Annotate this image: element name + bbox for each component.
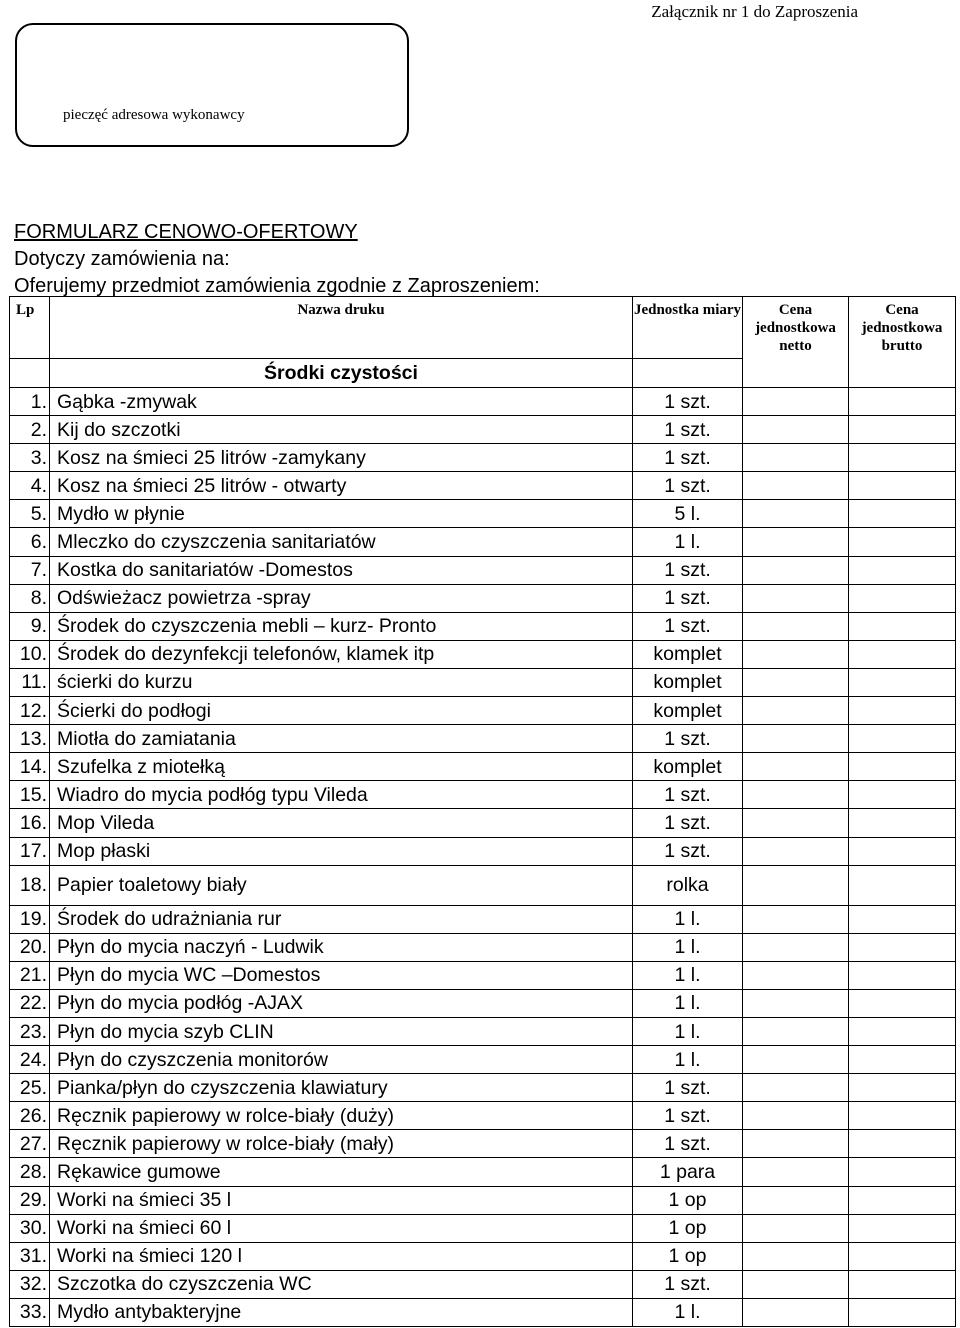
table-row <box>10 388 956 416</box>
item-name: Szufelka z miotełką <box>50 753 633 781</box>
item-unit: 1 para <box>633 1158 743 1186</box>
item-name: Ręcznik papierowy w rolce-biały (mały) <box>50 1130 633 1158</box>
row-number: 30. <box>10 1214 50 1242</box>
item-unit: 5 l. <box>633 500 743 528</box>
gross-price-cell[interactable] <box>849 584 956 612</box>
header-unit: Jednostka miary <box>633 297 743 359</box>
row-number: 11. <box>10 668 50 696</box>
item-name: Worki na śmieci 120 l <box>50 1242 633 1270</box>
item-name: Miotła do zamiatania <box>50 725 633 753</box>
section-title: Środki czystości <box>50 359 633 388</box>
item-unit: 1 szt. <box>633 584 743 612</box>
row-number: 20. <box>10 933 50 961</box>
item-name: Środek do czyszczenia mebli – kurz- Pronto <box>50 612 633 640</box>
gross-price-cell[interactable] <box>849 668 956 696</box>
net-price-cell[interactable] <box>743 1242 849 1270</box>
item-unit: 1 l. <box>633 905 743 933</box>
item-name: Kostka do sanitariatów -Domestos <box>50 556 633 584</box>
item-unit: 1 szt. <box>633 612 743 640</box>
row-number: 13. <box>10 725 50 753</box>
row-number: 14. <box>10 753 50 781</box>
gross-price-cell[interactable] <box>849 989 956 1017</box>
net-price-cell[interactable] <box>743 1130 849 1158</box>
row-number: 7. <box>10 556 50 584</box>
item-name: Worki na śmieci 60 l <box>50 1214 633 1242</box>
gross-price-cell[interactable] <box>849 640 956 668</box>
item-unit: 1 l. <box>633 528 743 556</box>
table-header-row <box>10 297 956 359</box>
table-row <box>10 1130 956 1158</box>
net-price-cell[interactable] <box>743 989 849 1017</box>
net-price-cell[interactable] <box>743 781 849 809</box>
gross-price-cell[interactable] <box>849 961 956 989</box>
table-row <box>10 725 956 753</box>
net-price-cell[interactable] <box>743 668 849 696</box>
row-number: 5. <box>10 500 50 528</box>
table-row <box>10 753 956 781</box>
header-name: Nazwa druku <box>50 297 633 359</box>
item-unit: 1 szt. <box>633 388 743 416</box>
item-name: Płyn do mycia naczyń - Ludwik <box>50 933 633 961</box>
item-unit: 1 szt. <box>633 809 743 837</box>
net-price-cell[interactable] <box>743 556 849 584</box>
net-price-cell[interactable] <box>743 753 849 781</box>
section-lp-cell <box>10 359 50 388</box>
table-row <box>10 1298 956 1326</box>
row-number: 1. <box>10 388 50 416</box>
row-number: 32. <box>10 1270 50 1298</box>
gross-price-cell[interactable] <box>849 809 956 837</box>
gross-price-cell[interactable] <box>849 1046 956 1074</box>
item-name: Wiadro do mycia podłóg typu Vileda <box>50 781 633 809</box>
table-row <box>10 1074 956 1102</box>
table-row <box>10 1214 956 1242</box>
gross-price-cell[interactable] <box>849 388 956 416</box>
row-number: 8. <box>10 584 50 612</box>
gross-price-cell[interactable] <box>849 697 956 725</box>
item-name: Papier toaletowy biały <box>50 865 633 905</box>
item-unit: 1 szt. <box>633 1074 743 1102</box>
table-row <box>10 781 956 809</box>
gross-price-cell[interactable] <box>849 1130 956 1158</box>
table-row <box>10 933 956 961</box>
table-row <box>10 961 956 989</box>
item-unit: 1 szt. <box>633 416 743 444</box>
row-number: 9. <box>10 612 50 640</box>
form-heading <box>14 219 540 300</box>
gross-price-cell[interactable] <box>849 612 956 640</box>
item-unit: 1 szt. <box>633 444 743 472</box>
row-number: 23. <box>10 1017 50 1045</box>
gross-price-cell[interactable] <box>849 1017 956 1045</box>
row-number: 16. <box>10 809 50 837</box>
item-name: Rękawice gumowe <box>50 1158 633 1186</box>
item-unit: 1 szt. <box>633 837 743 865</box>
item-name: Płyn do czyszczenia monitorów <box>50 1046 633 1074</box>
item-unit: 1 l. <box>633 989 743 1017</box>
contractor-stamp-box <box>15 23 409 147</box>
form-title: FORMULARZ CENOWO-OFERTOWY <box>14 221 358 243</box>
table-row <box>10 837 956 865</box>
item-name: Ręcznik papierowy w rolce-biały (duży) <box>50 1102 633 1130</box>
item-name: Płyn do mycia WC –Domestos <box>50 961 633 989</box>
attachment-label: Załącznik nr 1 do Zaproszenia <box>651 2 858 21</box>
gross-price-cell[interactable] <box>849 528 956 556</box>
table-row <box>10 500 956 528</box>
item-name: Pianka/płyn do czyszczenia klawiatury <box>50 1074 633 1102</box>
item-name: Szczotka do czyszczenia WC <box>50 1270 633 1298</box>
net-price-cell[interactable] <box>743 1158 849 1186</box>
gross-price-cell[interactable] <box>849 1214 956 1242</box>
item-name: Worki na śmieci 35 l <box>50 1186 633 1214</box>
table-row <box>10 1158 956 1186</box>
net-price-cell[interactable] <box>743 933 849 961</box>
row-number: 33. <box>10 1298 50 1326</box>
table-row <box>10 416 956 444</box>
table-row <box>10 809 956 837</box>
net-price-cell[interactable] <box>743 1298 849 1326</box>
net-price-cell[interactable] <box>743 528 849 556</box>
section-unit-cell <box>633 359 743 388</box>
net-price-cell[interactable] <box>743 1046 849 1074</box>
gross-price-cell[interactable] <box>849 1186 956 1214</box>
net-price-cell[interactable] <box>743 500 849 528</box>
net-price-cell[interactable] <box>743 961 849 989</box>
row-number: 25. <box>10 1074 50 1102</box>
row-number: 27. <box>10 1130 50 1158</box>
gross-price-cell[interactable] <box>849 500 956 528</box>
row-number: 19. <box>10 905 50 933</box>
header-lp: Lp <box>10 297 50 359</box>
table-row <box>10 989 956 1017</box>
gross-price-cell[interactable] <box>849 1270 956 1298</box>
item-name: Płyn do mycia szyb CLIN <box>50 1017 633 1045</box>
row-number: 12. <box>10 697 50 725</box>
net-price-cell[interactable] <box>743 809 849 837</box>
table-row <box>10 1046 956 1074</box>
net-price-cell[interactable] <box>743 640 849 668</box>
item-unit: 1 op <box>633 1214 743 1242</box>
item-unit: 1 op <box>633 1186 743 1214</box>
item-name: Mop płaski <box>50 837 633 865</box>
table-row <box>10 1242 956 1270</box>
item-unit: 1 l. <box>633 1298 743 1326</box>
table-row <box>10 1186 956 1214</box>
net-price-cell[interactable] <box>743 472 849 500</box>
item-unit: rolka <box>633 865 743 905</box>
net-price-cell[interactable] <box>743 1074 849 1102</box>
row-number: 3. <box>10 444 50 472</box>
item-unit: 1 szt. <box>633 1270 743 1298</box>
net-price-cell[interactable] <box>743 725 849 753</box>
item-unit: 1 szt. <box>633 1130 743 1158</box>
offer-statement: Oferujemy przedmiot zamówienia zgodnie z Zaproszeniem: <box>14 275 540 297</box>
row-number: 24. <box>10 1046 50 1074</box>
item-name: Środek do dezynfekcji telefonów, klamek itp <box>50 640 633 668</box>
net-price-cell[interactable] <box>743 444 849 472</box>
gross-price-cell[interactable] <box>849 933 956 961</box>
gross-price-cell[interactable] <box>849 781 956 809</box>
net-price-cell[interactable] <box>743 584 849 612</box>
item-name: Kij do szczotki <box>50 416 633 444</box>
item-unit: komplet <box>633 640 743 668</box>
item-name: Mleczko do czyszczenia sanitariatów <box>50 528 633 556</box>
table-row <box>10 1017 956 1045</box>
header-net-price: Cena jednostkowa netto <box>743 297 849 388</box>
stamp-label: pieczęć adresowa wykonawcy <box>63 107 245 123</box>
gross-price-cell[interactable] <box>849 1242 956 1270</box>
row-number: 21. <box>10 961 50 989</box>
net-price-cell[interactable] <box>743 612 849 640</box>
item-name: Środek do udrażniania rur <box>50 905 633 933</box>
item-name: ścierki do kurzu <box>50 668 633 696</box>
item-name: Odświeżacz powietrza -spray <box>50 584 633 612</box>
gross-price-cell[interactable] <box>849 1158 956 1186</box>
gross-price-cell[interactable] <box>849 444 956 472</box>
row-number: 6. <box>10 528 50 556</box>
item-name: Mydło w płynie <box>50 500 633 528</box>
net-price-cell[interactable] <box>743 837 849 865</box>
item-unit: 1 l. <box>633 933 743 961</box>
net-price-cell[interactable] <box>743 905 849 933</box>
item-unit: komplet <box>633 753 743 781</box>
table-row <box>10 640 956 668</box>
row-number: 2. <box>10 416 50 444</box>
table-row <box>10 472 956 500</box>
item-unit: 1 szt. <box>633 472 743 500</box>
net-price-cell[interactable] <box>743 416 849 444</box>
row-number: 22. <box>10 989 50 1017</box>
table-row <box>10 528 956 556</box>
item-name: Mop Vileda <box>50 809 633 837</box>
row-number: 29. <box>10 1186 50 1214</box>
gross-price-cell[interactable] <box>849 416 956 444</box>
gross-price-cell[interactable] <box>849 905 956 933</box>
row-number: 17. <box>10 837 50 865</box>
gross-price-cell[interactable] <box>849 1102 956 1130</box>
item-name: Kosz na śmieci 25 litrów -zamykany <box>50 444 633 472</box>
item-unit: 1 szt. <box>633 556 743 584</box>
row-number: 15. <box>10 781 50 809</box>
table-row <box>10 905 956 933</box>
item-unit: 1 szt. <box>633 1102 743 1130</box>
net-price-cell[interactable] <box>743 1270 849 1298</box>
net-price-cell[interactable] <box>743 697 849 725</box>
row-number: 28. <box>10 1158 50 1186</box>
item-unit: komplet <box>633 697 743 725</box>
row-number: 4. <box>10 472 50 500</box>
item-name: Gąbka -zmywak <box>50 388 633 416</box>
table-row <box>10 697 956 725</box>
net-price-cell[interactable] <box>743 1102 849 1130</box>
item-name: Ścierki do podłogi <box>50 697 633 725</box>
net-price-cell[interactable] <box>743 1186 849 1214</box>
gross-price-cell[interactable] <box>849 837 956 865</box>
item-unit: 1 op <box>633 1242 743 1270</box>
item-unit: 1 l. <box>633 1046 743 1074</box>
table-row <box>10 1102 956 1130</box>
gross-price-cell[interactable] <box>849 556 956 584</box>
item-unit: 1 szt. <box>633 781 743 809</box>
price-table <box>9 296 956 1327</box>
item-unit: 1 szt. <box>633 725 743 753</box>
net-price-cell[interactable] <box>743 865 849 905</box>
gross-price-cell[interactable] <box>849 753 956 781</box>
table-row <box>10 584 956 612</box>
order-subject-line: Dotyczy zamówienia na: <box>14 248 230 270</box>
gross-price-cell[interactable] <box>849 1074 956 1102</box>
item-unit: komplet <box>633 668 743 696</box>
net-price-cell[interactable] <box>743 1214 849 1242</box>
gross-price-cell[interactable] <box>849 472 956 500</box>
item-unit: 1 l. <box>633 1017 743 1045</box>
item-name: Kosz na śmieci 25 litrów - otwarty <box>50 472 633 500</box>
table-row <box>10 668 956 696</box>
table-row <box>10 444 956 472</box>
gross-price-cell[interactable] <box>849 725 956 753</box>
row-number: 18. <box>10 865 50 905</box>
table-row <box>10 1270 956 1298</box>
net-price-cell[interactable] <box>743 388 849 416</box>
gross-price-cell[interactable] <box>849 1298 956 1326</box>
gross-price-cell[interactable] <box>849 865 956 905</box>
table-row <box>10 556 956 584</box>
net-price-cell[interactable] <box>743 1017 849 1045</box>
header-gross-price: Cena jednostkowa brutto <box>849 297 956 388</box>
table-row <box>10 865 956 905</box>
row-number: 31. <box>10 1242 50 1270</box>
item-unit: 1 l. <box>633 961 743 989</box>
item-name: Mydło antybakteryjne <box>50 1298 633 1326</box>
row-number: 10. <box>10 640 50 668</box>
item-name: Płyn do mycia podłóg -AJAX <box>50 989 633 1017</box>
row-number: 26. <box>10 1102 50 1130</box>
table-row <box>10 612 956 640</box>
